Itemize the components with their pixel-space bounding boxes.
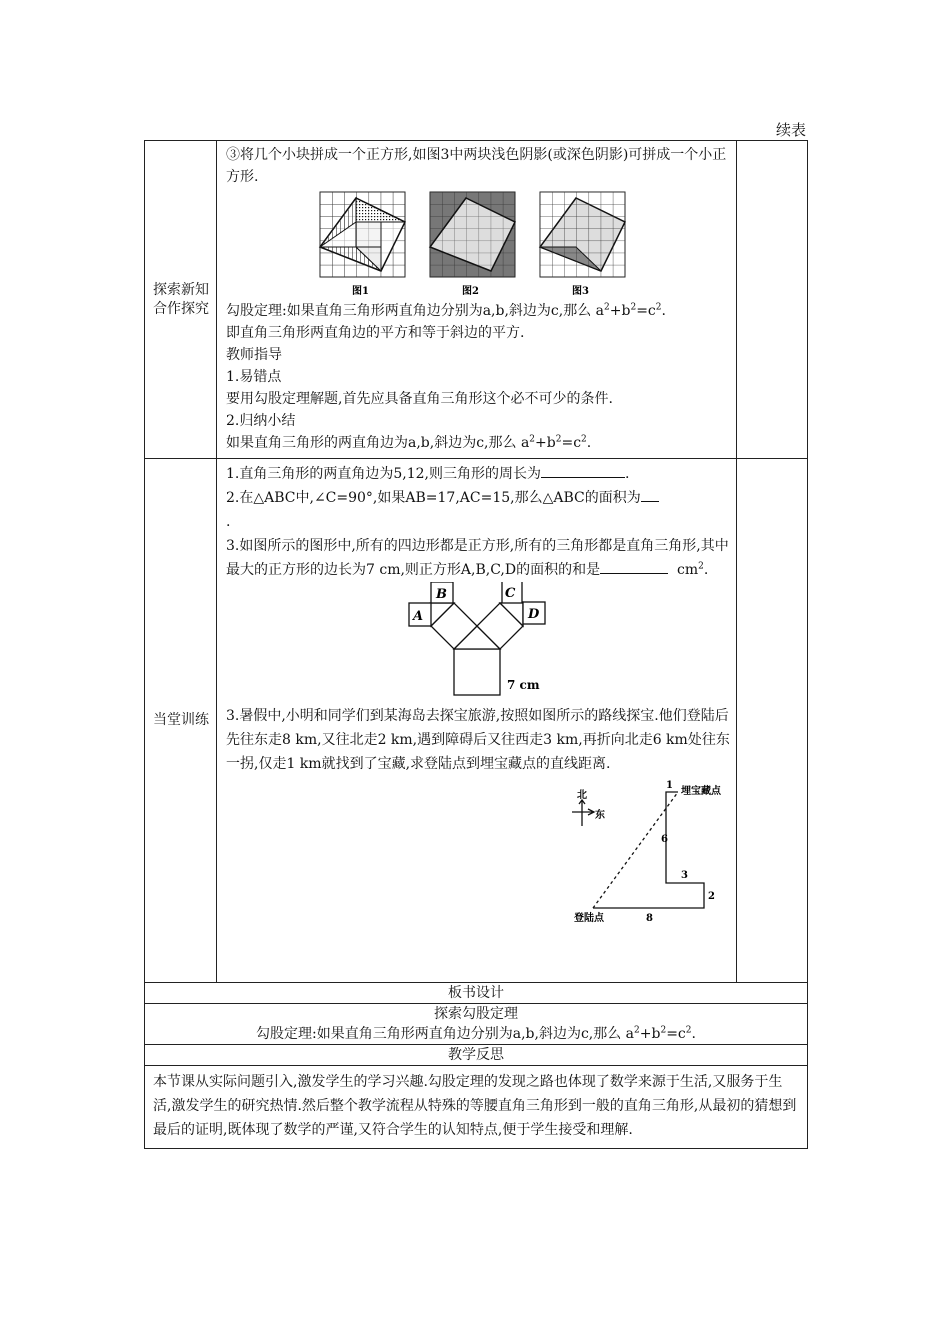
figure-1 <box>320 192 405 277</box>
practice-content <box>217 459 737 983</box>
fig3-label: 图3 <box>572 286 589 297</box>
seg-1: 1 <box>666 780 673 791</box>
board-design-title: 板书设计 <box>145 983 808 1004</box>
label-7cm: 7 cm <box>507 678 540 692</box>
fig1-label: 图1 <box>352 286 369 297</box>
lesson-table <box>144 140 808 1149</box>
theorem-line-1: 勾股定理:如果直角三角形两直角边分别为a,b,斜边为c,那么 $a^2+b^2=c^2$. <box>226 302 666 319</box>
treasure-route-figure <box>226 778 731 928</box>
board-subtitle: 探索勾股定理 <box>434 1006 518 1022</box>
point2-title: 2.归纳小结 <box>226 413 296 429</box>
label-b: B <box>436 587 447 602</box>
fig2-label: 图2 <box>462 286 479 297</box>
squares-figure <box>226 582 731 702</box>
landing-label: 登陆点 <box>574 913 604 924</box>
empty-cell-2 <box>737 459 808 983</box>
empty-cell-1 <box>737 141 808 459</box>
seg-3: 3 <box>681 870 688 881</box>
east-label: 东 <box>595 810 605 821</box>
seg-6: 6 <box>661 834 668 845</box>
figure-3 <box>540 192 625 277</box>
reflection-title: 教学反思 <box>145 1045 808 1066</box>
board-design-content <box>145 1004 808 1045</box>
figure-2 <box>430 192 515 277</box>
tiling-figures <box>226 190 731 298</box>
reflection-text: 本节课从实际问题引入,激发学生的学习兴趣.勾股定理的发现之路也体现了数学来源于生活,又服务于生活,激发学生的研究热情.然后整个教学流程从特殊的等腰直角三角形到一般的直角三角形,从最初的猜想到最后的证明,既体现了数学的严谨,又符合学生的认知特点,便于学生接受和理解. <box>145 1066 808 1149</box>
section-label-practice: 当堂训练 <box>145 459 217 983</box>
explore-content <box>217 141 737 459</box>
question-4: 3.暑假中,小明和同学们到某海岛去探宝旅游,按照如图所示的路线探宝.他们登陆后先往东走8 km,又往北走2 km,遇到障碍后又往西走3 km,再折向北走6 km处往东一拐,仅走1 km就找到了宝藏,求登陆点到埋宝藏点的直线距离. <box>226 708 730 772</box>
board-theorem: 勾股定理:如果直角三角形两直角边分别为a,b,斜边为c,那么 $a^2+b^2=c^2$. <box>256 1025 696 1042</box>
question-3: 3.如图所示的图形中,所有的四边形都是正方形,所有的三角形都是直角三角形,其中最大的正方形的边长为7 cm,则正方形A,B,C,D的面积的和是 $cm^2$. <box>226 538 729 578</box>
label-a: A <box>413 609 424 624</box>
point2-text: 如果直角三角形的两直角边为a,b,斜边为c,那么 $a^2+b^2=c^2$. <box>226 434 592 451</box>
point1-text: 要用勾股定理解题,首先应具备直角三角形这个必不可少的条件. <box>226 391 613 407</box>
teacher-guide-title: 教师指导 <box>226 347 282 363</box>
seg-2: 2 <box>708 891 715 902</box>
section-label-explore: 探索新知 合作探究 <box>145 141 217 459</box>
question-2: 2.在△ABC中,∠C=90°,如果AB=17,AC=15,那么△ABC的面积为 . <box>226 486 730 534</box>
north-label: 北 <box>577 790 587 801</box>
treasure-label: 埋宝藏点 <box>681 786 721 797</box>
seg-8: 8 <box>646 913 653 924</box>
step3-text: ③将几个小块拼成一个正方形,如图3中两块浅色阴影(或深色阴影)可拼成一个小正方形. <box>226 147 727 185</box>
label-c: C <box>505 586 516 601</box>
question-1: 1.直角三角形的两直角边为5,12,则三角形的周长为 . <box>226 462 730 486</box>
point1-title: 1.易错点 <box>226 369 282 385</box>
theorem-line-2: 即直角三角形两直角边的平方和等于斜边的平方. <box>226 325 525 341</box>
continued-label: 续表 <box>776 121 807 139</box>
label-d: D <box>528 607 540 622</box>
